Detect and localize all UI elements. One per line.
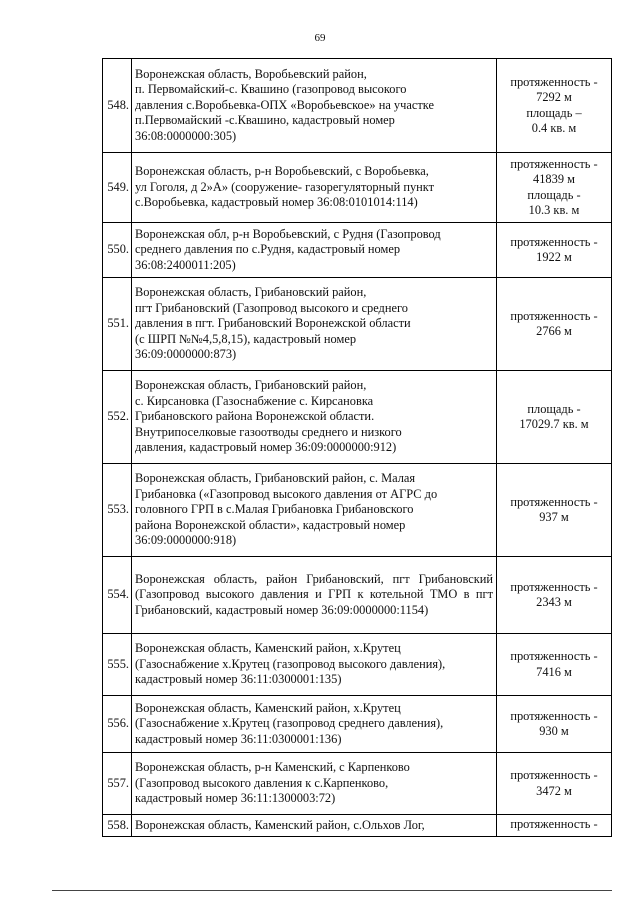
size-line: 937 м <box>539 510 569 524</box>
property-table-body <box>103 59 612 837</box>
row-number: 554. <box>103 557 132 634</box>
description-line: Воронежская область, Каменский район, с.Ольхов Лог, <box>135 817 425 832</box>
row-number: 555. <box>103 634 132 696</box>
row-description <box>132 371 497 464</box>
row-number: 553. <box>103 464 132 557</box>
size-line: протяженность - <box>510 768 598 783</box>
description-line: (Газопровод высокого давления к с.Карпенково, <box>135 775 389 790</box>
size-line: протяженность - <box>510 308 598 323</box>
size-line: площадь - <box>527 187 581 202</box>
row-size <box>497 634 612 696</box>
row-size <box>497 153 612 223</box>
row-number: 558. <box>103 815 132 837</box>
size-line: 41839 м <box>533 172 575 187</box>
size-line: 7292 м <box>536 90 572 105</box>
description-line: Грибановского района Воронежской области. <box>135 409 375 424</box>
description-line: 36:08:2400011:205) <box>135 257 236 272</box>
description-line: Воронежская обл, р-н Воробьевский, с Рудня (Газопровод <box>135 226 441 241</box>
size-line: протяженность - <box>510 579 598 594</box>
description-line: 36:09:0000000:873) <box>135 347 237 362</box>
description-line: (Газоснабжение х.Крутец (газопровод высокого давления), <box>135 656 446 671</box>
description-line: Воронежская область, Грибановский район, <box>135 378 367 393</box>
description-line: Воронежская область, Каменский район, х.Крутец <box>135 700 401 715</box>
table-row <box>103 59 612 153</box>
row-description <box>132 59 497 153</box>
description-line: пгт Грибановский (Газопровод высокого и среднего <box>135 300 408 315</box>
row-description <box>132 557 497 634</box>
description-line: среднего давления по с.Рудня, кадастровый номер <box>135 242 401 257</box>
size-line: протяженность - <box>510 817 598 831</box>
description-line: кадастровый номер 36:11:0300001:135) <box>135 672 342 687</box>
description-line: 36:08:0000000:305) <box>135 128 237 143</box>
size-line: 7416 м <box>536 664 572 679</box>
description-line: давления с.Воробьевка-ОПХ «Воробьевское» на участке <box>135 97 434 112</box>
row-description <box>132 278 497 371</box>
size-line: 10.3 кв. м <box>528 202 580 217</box>
row-size <box>497 557 612 634</box>
description-line: Воронежская область, Каменский район, х.Крутец <box>135 641 401 656</box>
row-number: 550. <box>103 223 132 278</box>
row-description <box>132 753 497 815</box>
row-description <box>132 815 497 837</box>
description-line: кадастровый номер 36:11:0300001:136) <box>135 731 342 746</box>
row-number: 549. <box>103 153 132 223</box>
row-number: 548. <box>103 59 132 153</box>
row-description <box>132 153 497 223</box>
size-line: 2766 м <box>536 324 572 338</box>
size-line: протяженность - <box>510 234 598 249</box>
description-line: давления в пгт. Грибановский Воронежской области <box>135 316 411 331</box>
size-line: 17029.7 кв. м <box>519 417 589 431</box>
description-line: с. Кирсановка (Газоснабжение с. Кирсановка <box>135 393 374 408</box>
description-line: п. Первомайский-с. Квашино (газопровод высокого <box>135 82 407 97</box>
table-row <box>103 753 612 815</box>
description-line: Воронежская область, Грибановский район, <box>135 285 367 300</box>
row-size <box>497 696 612 753</box>
description-line: Воронежская область, район Грибановский, пгт Грибановский (Газопровод высокого давления и ГРП к котельной ТМО в пгт Грибановский, кадастровый номер 36:09:0000000:1154) <box>135 571 493 617</box>
description-line: (Газоснабжение х.Крутец (газопровод среднего давления), <box>135 716 444 731</box>
table-row <box>103 557 612 634</box>
table-row <box>103 464 612 557</box>
description-line: Внутрипоселковые газоотводы среднего и низкого <box>135 424 402 439</box>
size-line: протяженность - <box>510 156 598 171</box>
size-line: 2343 м <box>536 595 572 609</box>
description-line: Воронежская область, Воробьевский район, <box>135 66 367 81</box>
table-row <box>103 223 612 278</box>
page-number: 69 <box>314 32 326 44</box>
property-table <box>102 58 612 837</box>
row-description <box>132 634 497 696</box>
table-row <box>103 371 612 464</box>
description-line: района Воронежской области», кадастровый номер <box>135 517 406 532</box>
footer-divider <box>52 890 612 891</box>
row-description <box>132 464 497 557</box>
table-row <box>103 696 612 753</box>
row-size <box>497 753 612 815</box>
row-number: 557. <box>103 753 132 815</box>
size-line: протяженность - <box>510 708 598 723</box>
description-line: Воронежская область, Грибановский район, с. Малая <box>135 471 416 486</box>
size-line: протяженность - <box>510 649 598 664</box>
size-line: 1922 м <box>536 250 572 264</box>
size-line: площадь – <box>526 105 582 120</box>
description-line: головного ГРП в с.Малая Грибановка Грибановского <box>135 502 414 517</box>
table-row <box>103 153 612 223</box>
row-size <box>497 464 612 557</box>
row-description <box>132 223 497 278</box>
description-line: Грибановка («Газопровод высокого давления от АГРС до <box>135 486 438 501</box>
row-number: 551. <box>103 278 132 371</box>
row-size <box>497 59 612 153</box>
description-line: ул Гоголя, д 2»А» (сооружение- газорегуляторный пункт <box>135 179 435 194</box>
size-line: протяженность - <box>510 74 598 89</box>
row-number: 556. <box>103 696 132 753</box>
description-line: давления, кадастровый номер 36:09:0000000:912) <box>135 440 397 455</box>
description-line: Воронежская область, р-н Каменский, с Карпенково <box>135 760 410 775</box>
description-line: Воронежская область, р-н Воробьевский, с Воробьевка, <box>135 164 429 179</box>
row-size <box>497 278 612 371</box>
size-line: 930 м <box>539 724 569 738</box>
row-size <box>497 815 612 837</box>
size-line: 0.4 кв. м <box>531 120 577 135</box>
size-line: протяженность - <box>510 494 598 509</box>
row-number: 552. <box>103 371 132 464</box>
size-line: 3472 м <box>536 783 572 798</box>
size-line: площадь - <box>527 401 581 416</box>
description-line: (с ШРП №№4,5,8,15), кадастровый номер <box>135 331 357 346</box>
table-row <box>103 278 612 371</box>
table-row <box>103 815 612 837</box>
row-size <box>497 223 612 278</box>
row-size <box>497 371 612 464</box>
row-description <box>132 696 497 753</box>
description-line: с.Воробьевка, кадастровый номер 36:08:0101014:114) <box>135 195 418 210</box>
description-line: 36:09:0000000:918) <box>135 533 237 548</box>
description-line: п.Первомайский -с.Квашино, кадастровый номер <box>135 113 395 128</box>
description-line: кадастровый номер 36:11:1300003:72) <box>135 791 336 806</box>
table-row <box>103 634 612 696</box>
